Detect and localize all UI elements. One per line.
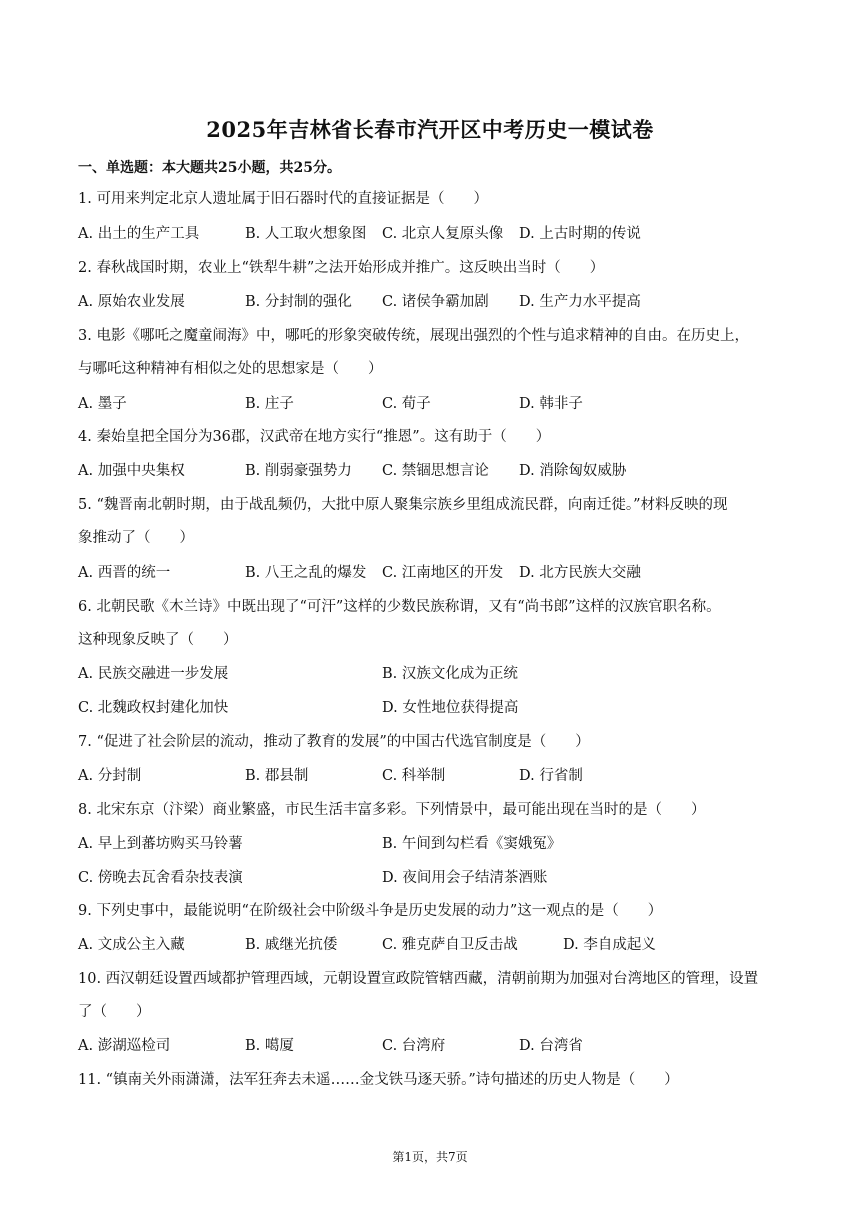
question-10-option-d: D. 台湾省 [519, 1038, 583, 1054]
question-2-option-c: C. 诸侯争霸加剧 [382, 294, 489, 310]
question-1-stem: 1. 可用来判定北京人遗址属于旧石器时代的直接证据是（ ） [78, 191, 488, 207]
question-2-option-a: A. 原始农业发展 [78, 294, 185, 310]
question-8-option-a: A. 早上到蕃坊购买马铃薯 [78, 836, 243, 852]
question-3-stem-line-2: 与哪吒这种精神有相似之处的思想家是（ ） [78, 361, 383, 377]
question-5-stem-line-1: 5. “魏晋南北朝时期，由于战乱频仍，大批中原人聚集宗族乡里组成流民群，向南迁徙。”材料反映的现 [78, 497, 728, 513]
question-5-stem-line-2: 象推动了（ ） [78, 530, 194, 546]
question-6-stem-line-1: 6. 北朝民歌《木兰诗》中既出现了“可汗”这样的少数民族称谓，又有“尚书郎”这样的汉族官职名称。 [78, 599, 721, 615]
question-1-option-b: B. 人工取火想象图 [245, 226, 367, 242]
question-5-option-a: A. 西晋的统一 [78, 565, 171, 581]
question-10-option-b: B. 噶厦 [245, 1038, 294, 1054]
question-8-option-d: D. 夜间用会子结清茶酒账 [382, 870, 548, 886]
question-2-option-b: B. 分封制的强化 [245, 294, 352, 310]
question-8-stem: 8. 北宋东京（汴梁）商业繁盛，市民生活丰富多彩。下列情景中，最可能出现在当时的是（ ） [78, 802, 706, 818]
question-3-option-d: D. 韩非子 [519, 396, 583, 412]
question-1-option-d: D. 上古时期的传说 [519, 226, 641, 242]
question-7-option-a: A. 分封制 [78, 768, 142, 784]
exam-title: 2025年吉林省长春市汽开区中考历史一模试卷 [206, 117, 654, 142]
question-7-option-c: C. 科举制 [382, 768, 446, 784]
question-6-option-a: A. 民族交融进一步发展 [78, 666, 229, 682]
question-2-stem: 2. 春秋战国时期，农业上“铁犁牛耕”之法开始形成并推广。这反映出当时（ ） [78, 260, 605, 276]
question-5-option-b: B. 八王之乱的爆发 [245, 565, 367, 581]
question-2-option-d: D. 生产力水平提高 [519, 294, 641, 310]
question-9-option-c: C. 雅克萨自卫反击战 [382, 937, 518, 953]
section-heading: 一、单选题：本大题共25小题，共25分。 [78, 160, 341, 176]
question-3-option-a: A. 墨子 [78, 396, 127, 412]
question-6-option-c: C. 北魏政权封建化加快 [78, 700, 229, 716]
question-4-option-c: C. 禁锢思想言论 [382, 463, 489, 479]
question-3-stem-line-1: 3. 电影《哪吒之魔童闹海》中，哪吒的形象突破传统，展现出强烈的个性与追求精神的自由。在历史上， [78, 328, 749, 344]
question-9-option-b: B. 戚继光抗倭 [245, 937, 338, 953]
question-8-option-b: B. 午间到勾栏看《窦娥冤》 [382, 836, 562, 852]
question-6-option-d: D. 女性地位获得提高 [382, 700, 519, 716]
question-4-stem: 4. 秦始皇把全国分为36郡，汉武帝在地方实行“推恩”。这有助于（ ） [78, 429, 551, 445]
question-3-option-c: C. 荀子 [382, 396, 431, 412]
question-4-option-b: B. 削弱豪强势力 [245, 463, 352, 479]
question-11-stem: 11. “镇南关外雨潇潇，法军狂奔去未遥……金戈铁马逐天骄。”诗句描述的历史人物是（ ） [78, 1072, 679, 1088]
question-7-stem: 7. “促进了社会阶层的流动，推动了教育的发展”的中国古代选官制度是（ ） [78, 734, 590, 750]
question-5-option-d: D. 北方民族大交融 [519, 565, 641, 581]
question-6-option-b: B. 汉族文化成为正统 [382, 666, 518, 682]
question-8-option-c: C. 傍晚去瓦舍看杂技表演 [78, 870, 243, 886]
question-4-option-a: A. 加强中央集权 [78, 463, 185, 479]
question-4-option-d: D. 消除匈奴威胁 [519, 463, 627, 479]
question-10-option-c: C. 台湾府 [382, 1038, 446, 1054]
question-10-stem-line-2: 了（ ） [78, 1004, 151, 1020]
question-9-option-d: D. 李自成起义 [563, 937, 656, 953]
question-10-option-a: A. 澎湖巡检司 [78, 1038, 171, 1054]
question-7-option-b: B. 郡县制 [245, 768, 309, 784]
question-1-option-c: C. 北京人复原头像 [382, 226, 504, 242]
question-7-option-d: D. 行省制 [519, 768, 583, 784]
question-1-option-a: A. 出土的生产工具 [78, 226, 200, 242]
question-9-option-a: A. 文成公主入藏 [78, 937, 185, 953]
question-10-stem-line-1: 10. 西汉朝廷设置西域都护管理西域，元朝设置宣政院管辖西藏，清朝前期为加强对台湾地区的管理，设置 [78, 971, 759, 987]
question-3-option-b: B. 庄子 [245, 396, 294, 412]
question-6-stem-line-2: 这种现象反映了（ ） [78, 632, 238, 648]
page-footer: 第1页，共7页 [392, 1150, 468, 1164]
question-9-stem: 9. 下列史事中，最能说明“在阶级社会中阶级斗争是历史发展的动力”这一观点的是（ ） [78, 903, 663, 919]
question-5-option-c: C. 江南地区的开发 [382, 565, 504, 581]
